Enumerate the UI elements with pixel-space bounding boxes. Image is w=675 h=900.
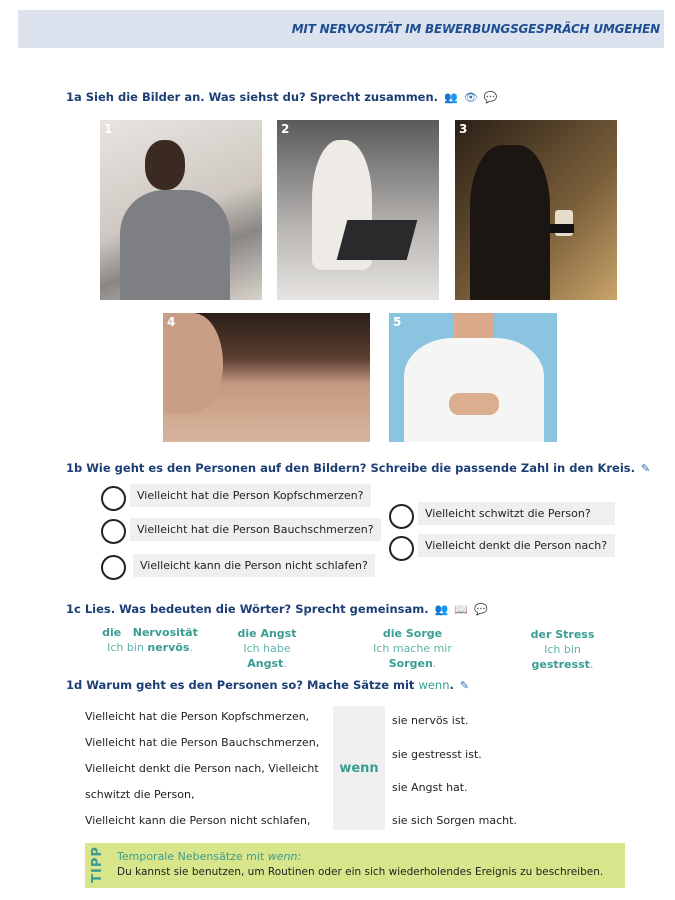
exercise-1d-heading — [66, 678, 469, 692]
exercise-1c-heading — [66, 602, 488, 616]
conjunction-box — [333, 706, 385, 830]
exercise-1c-title: 1c Lies. Was bedeuten die Wörter? Sprecht gemeinsam. — [66, 602, 429, 616]
statement-box: Vielleicht hat die Person Kopfschmerzen? — [130, 484, 371, 507]
exercise-1a-title: 1a Sieh die Bilder an. Was siehst du? Sprecht zusammen. — [66, 90, 439, 104]
photo-1 — [100, 120, 262, 300]
vocab-stress — [520, 627, 605, 672]
tipp-title-keyword: wenn: — [267, 850, 302, 863]
clause-right: sie sich Sorgen macht. — [392, 814, 517, 827]
vocab-sorge — [360, 626, 465, 671]
vocab-example: Ich bin — [544, 643, 581, 656]
group-icon: 👥 — [444, 91, 458, 104]
clause-left: Vielleicht hat die Person Bauchschmerzen, — [85, 736, 320, 749]
exercise-1d-keyword: wenn — [418, 678, 450, 692]
vocab-punct: . — [432, 657, 437, 670]
exercise-1d-title: 1d Warum geht es den Personen so? Mache Sätze mit — [66, 678, 419, 692]
answer-circle[interactable] — [389, 504, 414, 529]
photo-number: 3 — [459, 122, 468, 136]
tipp-box — [85, 843, 625, 888]
photo-number: 2 — [281, 122, 290, 136]
photo-number: 4 — [167, 315, 176, 329]
tipp-title — [117, 850, 301, 863]
vocab-key: nervös — [147, 641, 190, 654]
photo-number: 5 — [393, 315, 402, 329]
clause-left: Vielleicht hat die Person Kopfschmerzen, — [85, 710, 310, 723]
vocab-example: Ich mache mir — [373, 642, 452, 655]
vocab-word: der Stress — [530, 628, 595, 641]
photo-3 — [455, 120, 617, 300]
answer-circle[interactable] — [389, 536, 414, 561]
conjunction-wenn: wenn — [339, 760, 379, 776]
vocab-word: die Angst — [237, 627, 297, 640]
pencil-icon: ✎ — [641, 462, 651, 475]
speech-bubble-icon: 💬 — [474, 603, 488, 616]
answer-circle[interactable] — [101, 519, 126, 544]
vocab-example: Ich bin — [107, 641, 148, 654]
statement-box: Vielleicht kann die Person nicht schlafen? — [133, 554, 375, 577]
clause-left: Vielleicht kann die Person nicht schlafen, — [85, 814, 311, 827]
vocab-punct: . — [589, 658, 594, 671]
eye-icon: 👁 — [463, 91, 478, 104]
tipp-title-text: Temporale Nebensätze mit — [117, 850, 268, 863]
photo-5 — [389, 313, 557, 442]
vocab-angst — [222, 626, 312, 671]
answer-circle[interactable] — [101, 486, 126, 511]
exercise-1a-heading — [66, 90, 497, 104]
vocab-punct: . — [283, 657, 287, 670]
vocab-key: Angst — [247, 657, 284, 670]
exercise-1b-title: 1b Wie geht es den Personen auf den Bildern? Schreibe die passende Zahl in den Kreis. — [66, 461, 636, 475]
tipp-text: Du kannst sie benutzen, um Routinen oder ein sich wiederholendes Ereignis zu beschreiben. — [117, 866, 604, 878]
exercise-1d-punct: . — [449, 678, 454, 692]
tipp-label: TIPP — [89, 846, 105, 883]
vocab-nervositaet — [95, 625, 205, 655]
photo-number: 1 — [104, 122, 113, 136]
header-band — [18, 10, 664, 48]
book-icon: 📖 — [454, 603, 468, 616]
statement-box: Vielleicht schwitzt die Person? — [418, 502, 615, 525]
statement-box: Vielleicht denkt die Person nach? — [418, 534, 615, 557]
vocab-key: gestresst — [531, 658, 590, 671]
photo-2 — [277, 120, 439, 300]
pencil-icon: ✎ — [459, 679, 470, 692]
vocab-example: Ich habe — [243, 642, 291, 655]
header-title: MIT NERVOSITÄT IM BEWERBUNGSGESPRÄCH UMGEHEN — [291, 22, 660, 36]
group-icon: 👥 — [434, 603, 449, 616]
clause-left: schwitzt die Person, — [85, 788, 195, 801]
answer-circle[interactable] — [101, 555, 126, 580]
vocab-word: die Sorge — [382, 627, 443, 640]
vocab-punct: . — [189, 641, 193, 654]
photo-4 — [163, 313, 370, 442]
vocab-key: Sorgen — [388, 657, 433, 670]
clause-right: sie gestresst ist. — [392, 748, 482, 761]
exercise-1b-heading — [66, 461, 650, 475]
clause-right: sie nervös ist. — [392, 714, 469, 727]
vocab-word: die Nervosität — [102, 626, 198, 639]
clause-left: Vielleicht denkt die Person nach, Vielleicht — [85, 762, 319, 775]
speech-bubble-icon: 💬 — [483, 91, 498, 104]
clause-right: sie Angst hat. — [392, 781, 468, 794]
statement-box: Vielleicht hat die Person Bauchschmerzen? — [130, 518, 381, 541]
